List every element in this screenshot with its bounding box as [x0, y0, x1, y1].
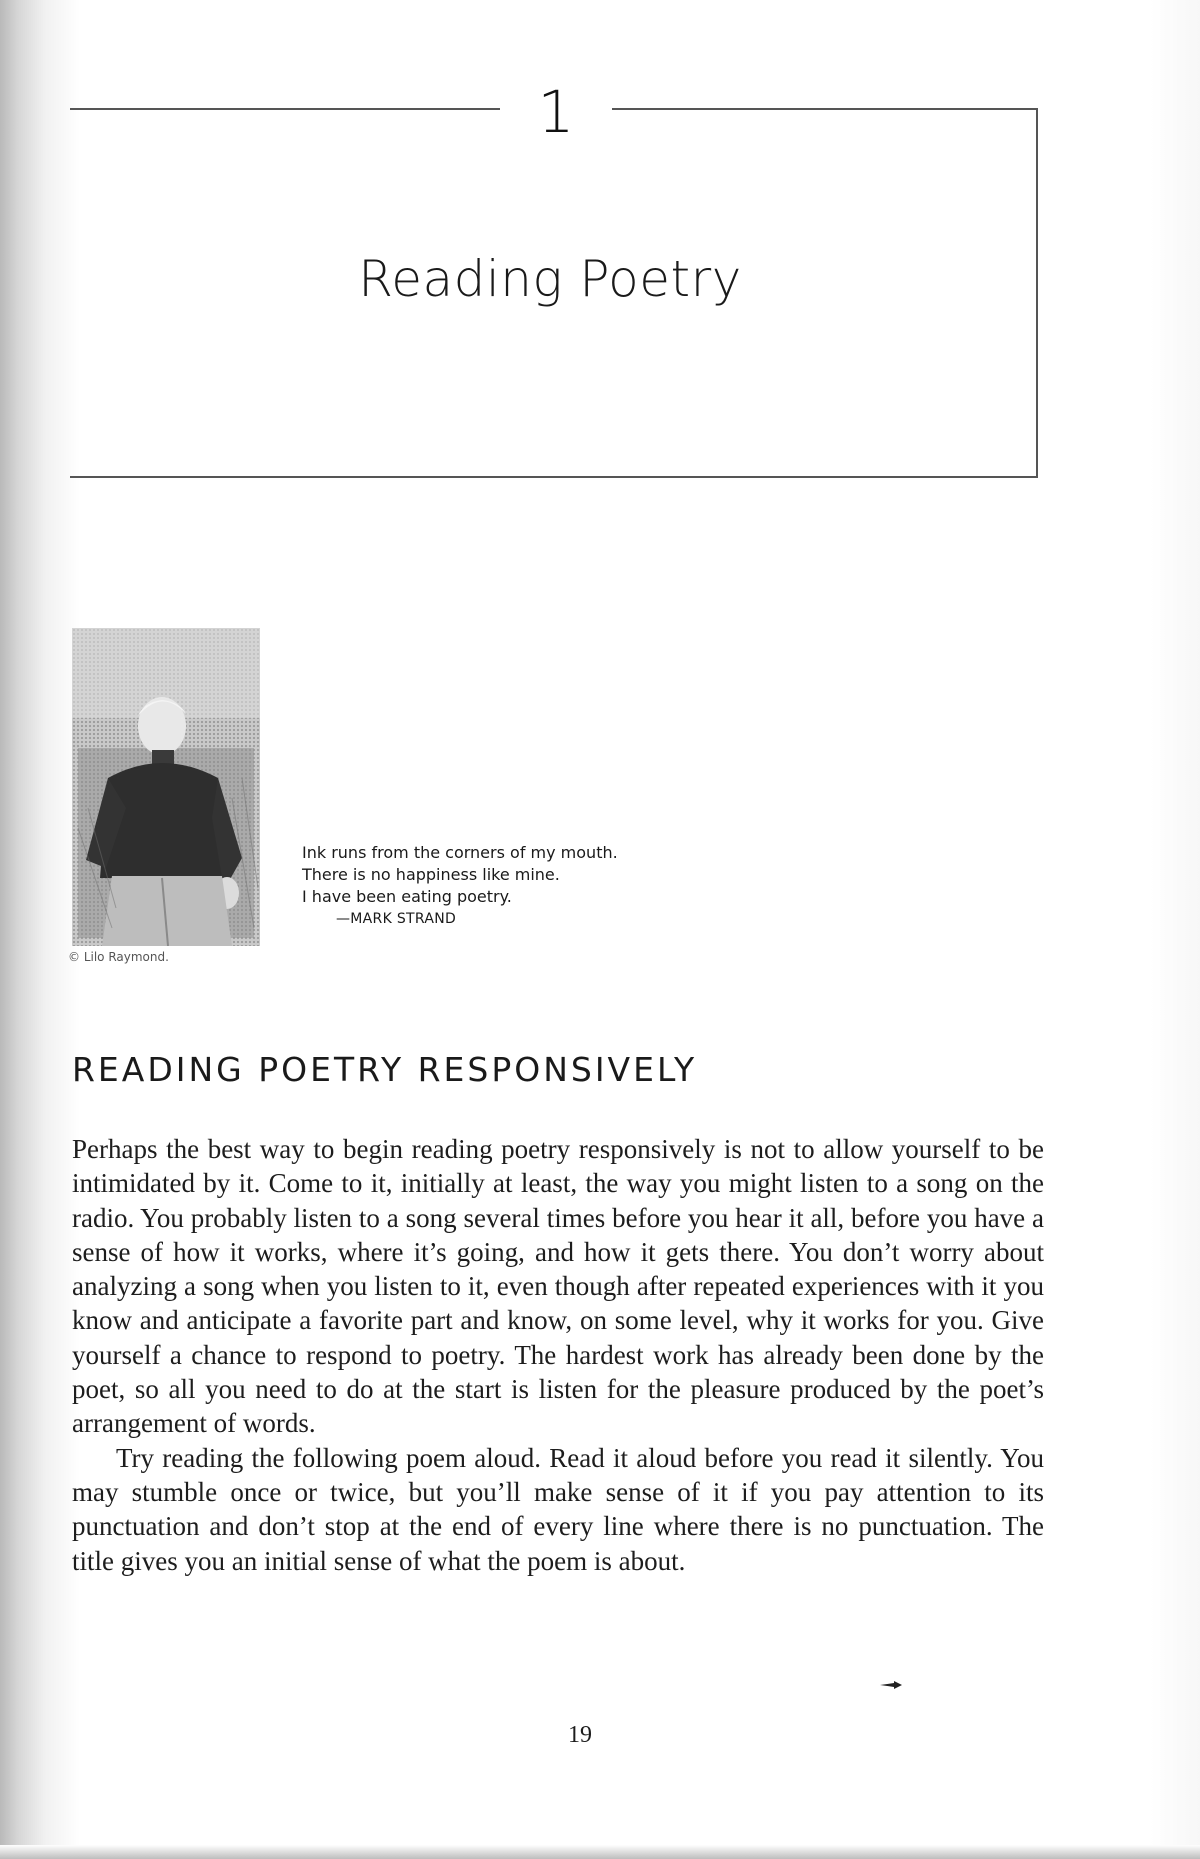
paragraph: Try reading the following poem aloud. Read it aloud before you read it silently. You may stumble once or twice, but you’ll make sense of it if you pay attention to its punctuation and don’t stop at the end of every line where there is no punctuation. The title gives you an initial sense of what the poem is about. — [72, 1442, 1044, 1576]
author-photo — [72, 628, 260, 946]
photo-credit: © Lilo Raymond. — [68, 950, 169, 964]
epigraph-line: Ink runs from the corners of my mouth. — [302, 843, 618, 862]
page-edge-shadow — [0, 1845, 1200, 1859]
chapter-title: Reading Poetry — [358, 250, 742, 308]
section-heading: READING POETRY RESPONSIVELY — [72, 1050, 698, 1089]
epigraph-attribution: —MARK STRAND — [336, 911, 457, 927]
author-photo-image — [72, 628, 260, 946]
epigraph-line: I have been eating poetry. — [302, 887, 512, 906]
paragraph: Perhaps the best way to begin reading poetry responsively is not to allow yourself to be intimidated by it. Come to it, initially at least, the way you might listen to a song on the radio. You probably listen to a song several times before you hear it all, before you have a sense of how it works, where it’s going, and how it gets there. You don’t worry about analyzing a song when you listen to it, even though after repeated experiences with it you know and anticipate a favorite part and know, on some level, why it works for you. Give yourself a chance to respond to poetry. The hardest work has already been done by the poet, so all you need to do at the start is listen for the pleasure produced by the poet’s arrangement of words. — [72, 1134, 1044, 1439]
chapter-frame-rule-right — [612, 108, 1036, 110]
epigraph-line: There is no happiness like mine. — [302, 865, 560, 884]
continuation-arrow-icon — [880, 1680, 902, 1690]
chapter-frame-rule-left — [70, 108, 500, 110]
body-text — [72, 1132, 1044, 1578]
epigraph — [302, 842, 802, 930]
chapter-number: 1 — [537, 78, 575, 146]
page-number: 19 — [568, 1722, 592, 1748]
